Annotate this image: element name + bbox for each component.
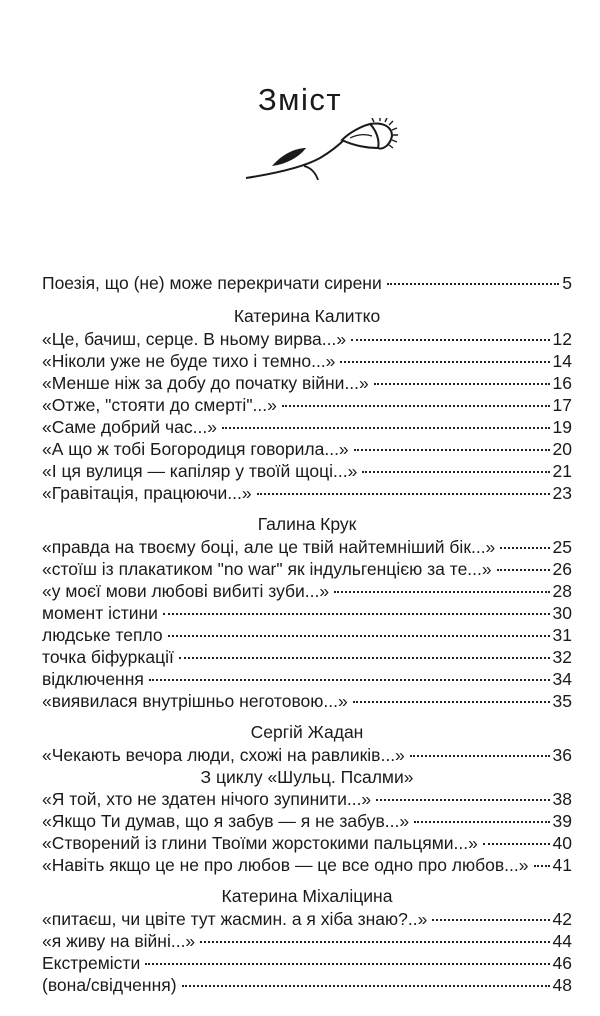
toc-entry-title: «стоїш із плакатиком "no war" як індульгенцією за те...» (42, 559, 492, 579)
toc-entry-page: 28 (552, 581, 572, 601)
dot-leader (163, 613, 550, 615)
toc-entry[interactable] (42, 580, 572, 602)
toc-entry[interactable] (42, 372, 572, 394)
toc-entry-page: 34 (552, 669, 572, 689)
author-heading: Галина Крук (257, 514, 357, 534)
toc-entry[interactable] (42, 482, 572, 504)
toc-entry-title: «Навіть якщо це не про любов — це все одно про любов...» (42, 855, 529, 875)
dot-leader (168, 635, 550, 637)
dot-leader (351, 339, 549, 341)
toc-entry-title: (вона/свідчення) (42, 975, 177, 995)
toc-entry-page: 46 (552, 953, 572, 973)
dot-leader (354, 449, 550, 451)
toc-entry[interactable] (42, 350, 572, 372)
toc-entry-page: 38 (552, 789, 572, 809)
toc-entry-page: 42 (552, 909, 572, 929)
toc-entry-page: 35 (552, 691, 572, 711)
author-section (42, 884, 572, 996)
toc-entry-title: «Саме добрий час...» (42, 417, 217, 437)
dot-leader (534, 865, 550, 867)
dot-leader (145, 963, 549, 965)
toc-entry[interactable] (42, 438, 572, 460)
dot-leader (334, 591, 549, 593)
toc-entry[interactable] (42, 690, 572, 712)
dot-leader (340, 361, 549, 363)
author-section (42, 304, 572, 504)
dot-leader (497, 569, 550, 571)
toc-entry-title: Екстремісти (42, 953, 141, 973)
toc-entry-page: 40 (552, 833, 572, 853)
dot-leader (353, 701, 550, 703)
toc-entry-title: «Чекають вечора люди, схожі на равликів...» (42, 745, 405, 765)
author-section (42, 512, 572, 712)
dot-leader (179, 657, 550, 659)
toc-entry-page: 30 (552, 603, 572, 623)
toc-entry-page: 21 (552, 461, 572, 481)
dot-leader (432, 919, 549, 921)
toc-entry-page: 41 (552, 855, 572, 875)
toc-entry-page: 12 (552, 329, 572, 349)
toc-entry-title: відключення (42, 669, 144, 689)
toc-entry-title: точка біфуркації (42, 647, 174, 667)
toc-entry-page: 32 (552, 647, 572, 667)
toc-entry-title: «І ця вулиця — капіляр у твоїй щоці...» (42, 461, 358, 481)
toc-entry-page: 48 (552, 975, 572, 995)
toc-entry-page: 31 (552, 625, 572, 645)
toc-entry[interactable] (42, 558, 572, 580)
dot-leader (200, 941, 549, 943)
dot-leader (149, 679, 550, 681)
toc-entry-title: «А що ж тобі Богородиця говорила...» (42, 439, 349, 459)
toc-entry[interactable] (42, 328, 572, 350)
toc-entry-title: «я живу на війні...» (42, 931, 196, 951)
toc-entry[interactable] (42, 854, 572, 876)
page-title: Зміст (257, 82, 343, 117)
dot-leader (483, 843, 550, 845)
toc-entry-page: 14 (552, 351, 572, 371)
toc-entry-page: 26 (552, 559, 572, 579)
toc-entry-title: «правда на твоєму боці, але це твій найтемніший бік...» (42, 537, 496, 557)
toc-entry-page: 5 (562, 273, 572, 293)
dot-leader (387, 283, 560, 285)
dot-leader (222, 427, 550, 429)
dot-leader (500, 547, 549, 549)
toc-entry-page: 19 (552, 417, 572, 437)
dot-leader (410, 755, 550, 757)
toc-entry[interactable] (42, 832, 572, 854)
toc-entry[interactable] (42, 974, 572, 996)
toc-entry-page: 39 (552, 811, 572, 831)
toc-entry[interactable] (42, 624, 572, 646)
toc-entry-page: 44 (552, 931, 572, 951)
toc-entry-page: 17 (552, 395, 572, 415)
table-of-contents (42, 272, 572, 1002)
toc-entry-title: «Гравітація, працюючи...» (42, 483, 252, 503)
toc-entry-title: «виявилася внутрішньо неготовою...» (42, 691, 348, 711)
toc-entry-title: «Це, бачиш, серце. В ньому вирва...» (42, 329, 347, 349)
toc-entry[interactable] (42, 602, 572, 624)
toc-entry[interactable] (42, 744, 572, 766)
toc-entry-title: Поезія, що (не) може перекричати сирени (42, 273, 382, 293)
toc-entry-title: «Якщо Ти думав, що я забув — я не забув...» (42, 811, 410, 831)
toc-entry-title: «Створений із глини Твоїми жорстокими пальцями...» (42, 833, 478, 853)
toc-entry[interactable] (42, 394, 572, 416)
toc-entry-page: 16 (552, 373, 572, 393)
toc-entry-page: 20 (552, 439, 572, 459)
toc-entry-title: «питаєш, чи цвіте тут жасмин. а я хіба знаю?..» (42, 909, 428, 929)
toc-entry[interactable] (42, 788, 572, 810)
toc-entry-intro[interactable] (42, 272, 572, 294)
dot-leader (376, 799, 549, 801)
dot-leader (282, 405, 550, 407)
tulip-flower-icon (242, 118, 402, 190)
toc-entry-title: «Я той, хто не здатен нічого зупинити...» (42, 789, 372, 809)
cycle-heading: З циклу «Шульц. Псалми» (200, 767, 414, 787)
toc-entry-title: людське тепло (42, 625, 163, 645)
toc-entry[interactable] (42, 536, 572, 558)
author-section (42, 720, 572, 876)
toc-entry-title: «у моєї мови любові вибиті зуби...» (42, 581, 330, 601)
toc-entry[interactable] (42, 810, 572, 832)
toc-entry-page: 25 (552, 537, 572, 557)
author-heading: Катерина Калитко (233, 306, 381, 326)
toc-entry-title: «Ніколи уже не буде тихо і темно...» (42, 351, 336, 371)
toc-entry[interactable] (42, 668, 572, 690)
toc-entry[interactable] (42, 460, 572, 482)
dot-leader (182, 985, 550, 987)
toc-entry-title: «Менше ніж за добу до початку війни...» (42, 373, 369, 393)
dot-leader (257, 493, 550, 495)
dot-leader (362, 471, 549, 473)
toc-entry-page: 23 (552, 483, 572, 503)
toc-entry[interactable] (42, 908, 572, 930)
toc-entry[interactable] (42, 930, 572, 952)
toc-entry-title: «Отже, "стояти до смерті"...» (42, 395, 277, 415)
author-heading: Катерина Міхаліцина (221, 886, 393, 906)
toc-entry[interactable] (42, 646, 572, 668)
toc-entry-page: 36 (552, 745, 572, 765)
toc-entry[interactable] (42, 952, 572, 974)
dot-leader (414, 821, 549, 823)
toc-entry[interactable] (42, 416, 572, 438)
toc-entry-title: момент істини (42, 603, 158, 623)
author-heading: Сергій Жадан (250, 722, 364, 742)
dot-leader (374, 383, 550, 385)
